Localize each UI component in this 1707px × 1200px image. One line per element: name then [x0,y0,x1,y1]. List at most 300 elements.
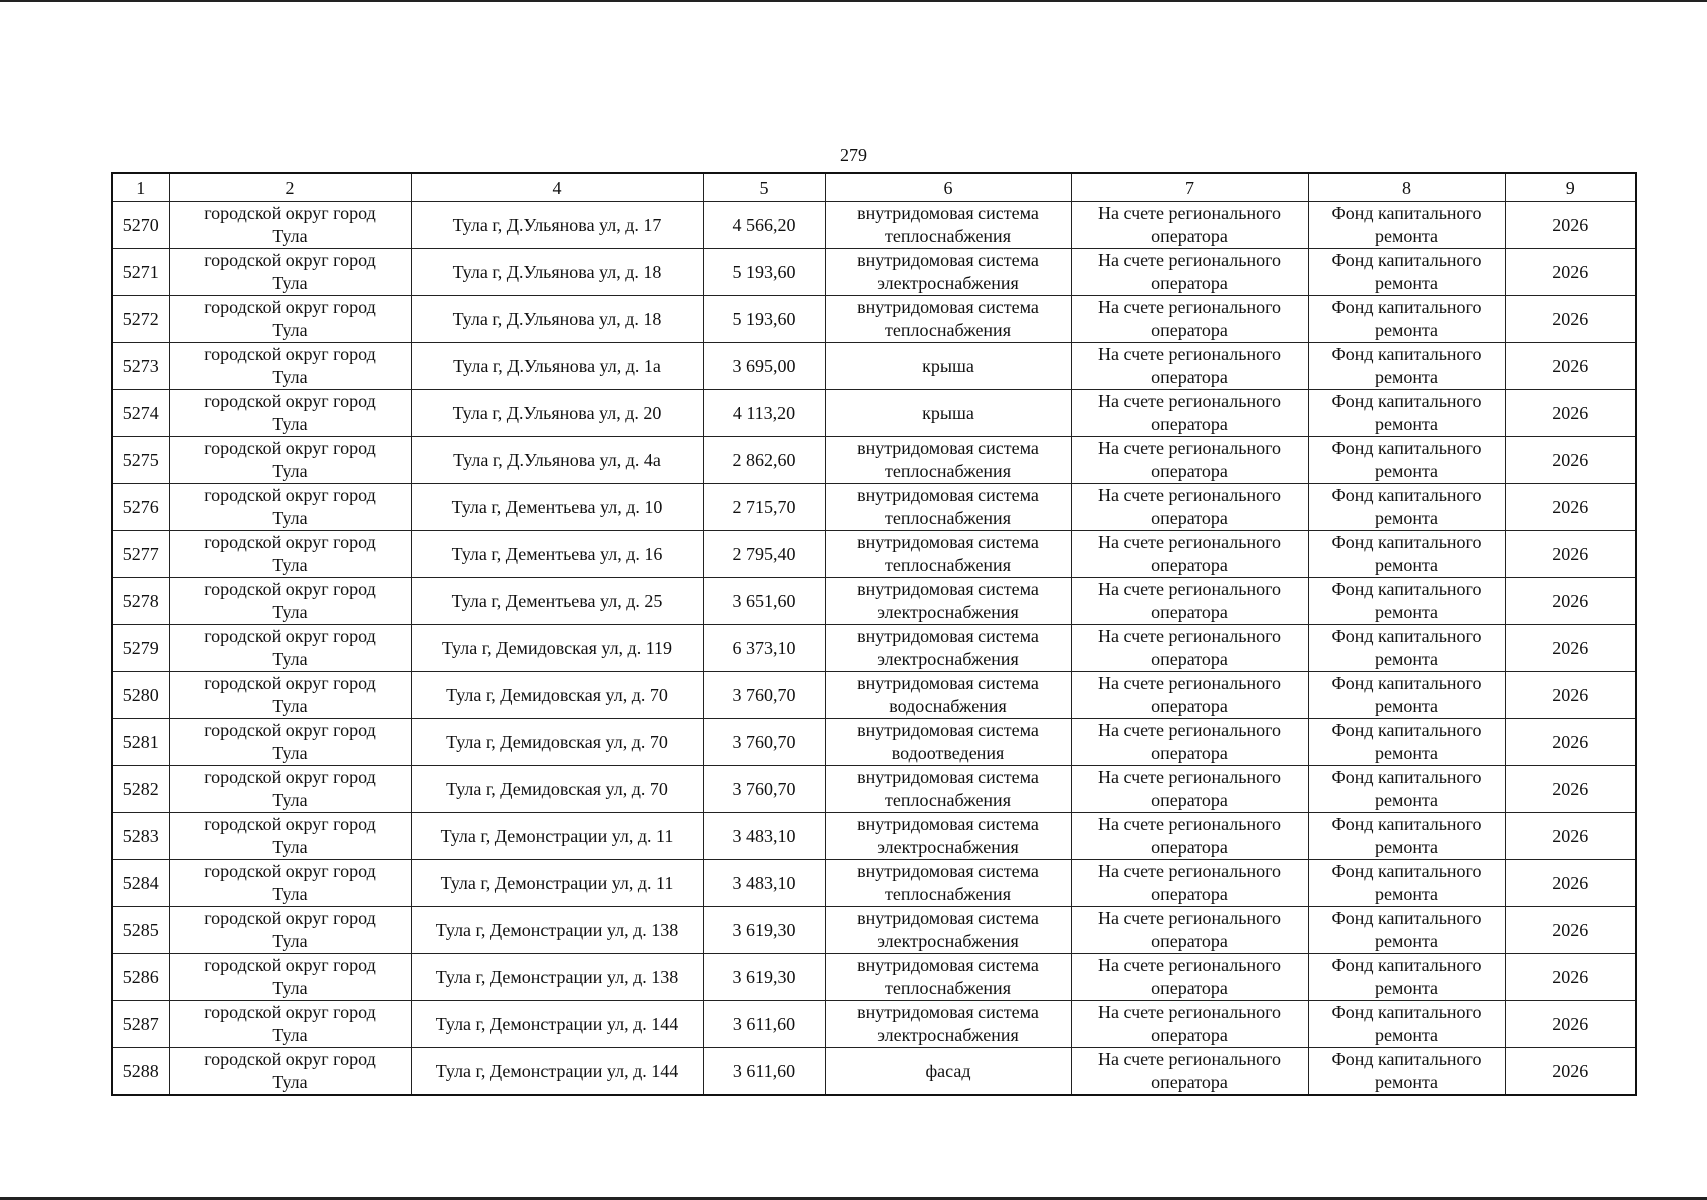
funding-source-cell-line: ремонта [1374,273,1439,293]
row-number-cell: 5285 [112,907,169,954]
district-cell [169,1001,411,1048]
funding-source-cell-line: Фонд капитального [1331,344,1482,364]
row-number-cell: 5270 [112,202,169,249]
work-type-cell [825,249,1071,296]
row-number-cell: 5273 [112,343,169,390]
area-cell: 5 193,60 [703,296,825,343]
district-cell [169,672,411,719]
address-cell: Тула г, Демонстрации ул, д. 144 [411,1001,703,1048]
account-cell [1071,813,1308,860]
account-cell-line: На счете регионального [1097,579,1282,599]
account-cell-line: оператора [1151,508,1228,528]
table-row [112,719,1636,766]
address-cell: Тула г, Демонстрации ул, д. 11 [411,813,703,860]
year-cell: 2026 [1505,437,1636,484]
district-cell [169,296,411,343]
account-cell [1071,907,1308,954]
account-cell-line: оператора [1151,837,1228,857]
work-type-cell [825,531,1071,578]
address-cell: Тула г, Д.Ульянова ул, д. 20 [411,390,703,437]
funding-source-cell-line: Фонд капитального [1331,532,1482,552]
table-row [112,860,1636,907]
work-type-cell-line: теплоснабжения [885,790,1011,810]
area-cell: 2 795,40 [703,531,825,578]
address-cell: Тула г, Дементьева ул, д. 25 [411,578,703,625]
year-cell: 2026 [1505,813,1636,860]
funding-source-cell [1308,531,1505,578]
work-type-cell-line: электроснабжения [877,931,1019,951]
work-type-cell-line: внутридомовая система [857,532,1039,552]
district-cell [169,1048,411,1096]
account-cell-line: На счете регионального [1097,1049,1282,1069]
district-cell-line: городской округ город [204,344,376,364]
district-cell-line: городской округ город [204,297,376,317]
account-cell-line: На счете регионального [1097,297,1282,317]
district-cell-line: городской округ город [204,532,376,552]
account-cell-line: оператора [1151,931,1228,951]
row-number-cell: 5279 [112,625,169,672]
funding-source-cell [1308,249,1505,296]
funding-source-cell-line: ремонта [1374,461,1439,481]
area-cell: 3 651,60 [703,578,825,625]
area-cell: 3 695,00 [703,343,825,390]
district-cell-line: Тула [272,978,308,998]
work-type-cell [825,343,1071,390]
address-cell: Тула г, Демонстрации ул, д. 138 [411,907,703,954]
header-col-8: 8 [1308,173,1505,202]
funding-source-cell-line: ремонта [1374,743,1439,763]
year-cell: 2026 [1505,484,1636,531]
account-cell [1071,343,1308,390]
account-cell-line: оператора [1151,1025,1228,1045]
header-col-1: 1 [112,173,169,202]
work-type-cell [825,1001,1071,1048]
funding-source-cell-line: Фонд капитального [1331,1049,1482,1069]
work-type-cell [825,719,1071,766]
account-cell-line: оператора [1151,226,1228,246]
district-cell-line: Тула [272,696,308,716]
work-type-cell-line: внутридомовая система [857,814,1039,834]
account-cell-line: На счете регионального [1097,438,1282,458]
address-cell: Тула г, Д.Ульянова ул, д. 1а [411,343,703,390]
row-number-cell: 5283 [112,813,169,860]
funding-source-cell-line: Фонд капитального [1331,861,1482,881]
table-row [112,578,1636,625]
funding-source-cell [1308,296,1505,343]
address-cell: Тула г, Дементьева ул, д. 16 [411,531,703,578]
work-type-cell [825,484,1071,531]
account-cell-line: оператора [1151,649,1228,669]
account-cell-line: оператора [1151,1072,1228,1092]
funding-source-cell-line: ремонта [1374,978,1439,998]
district-cell-line: городской округ город [204,720,376,740]
work-type-cell [825,672,1071,719]
account-cell [1071,484,1308,531]
district-cell-line: Тула [272,649,308,669]
account-cell [1071,766,1308,813]
table-row [112,437,1636,484]
work-type-cell [825,954,1071,1001]
area-cell: 4 566,20 [703,202,825,249]
account-cell [1071,625,1308,672]
account-cell-line: оператора [1151,555,1228,575]
account-cell-line: На счете регионального [1097,532,1282,552]
funding-source-cell-line: Фонд капитального [1331,908,1482,928]
funding-source-cell [1308,1001,1505,1048]
district-cell-line: городской округ город [204,1002,376,1022]
work-type-cell [825,625,1071,672]
account-cell [1071,296,1308,343]
area-cell: 2 715,70 [703,484,825,531]
year-cell: 2026 [1505,907,1636,954]
work-type-cell-line: внутридомовая система [857,861,1039,881]
funding-source-cell [1308,954,1505,1001]
account-cell-line: оператора [1151,461,1228,481]
work-type-cell [825,202,1071,249]
account-cell-line: оператора [1151,884,1228,904]
year-cell: 2026 [1505,249,1636,296]
funding-source-cell [1308,484,1505,531]
work-type-cell-line: электроснабжения [877,649,1019,669]
work-type-cell-line: внутридомовая система [857,673,1039,693]
district-cell [169,390,411,437]
district-cell-line: Тула [272,837,308,857]
funding-source-cell [1308,343,1505,390]
table-row [112,249,1636,296]
table-row [112,1001,1636,1048]
funding-source-cell-line: Фонд капитального [1331,579,1482,599]
work-type-cell [825,1048,1071,1096]
district-cell-line: Тула [272,461,308,481]
table-row [112,766,1636,813]
work-type-cell-line: теплоснабжения [885,508,1011,528]
area-cell: 3 611,60 [703,1001,825,1048]
account-cell [1071,249,1308,296]
district-cell-line: городской округ город [204,579,376,599]
district-cell-line: городской округ город [204,626,376,646]
work-type-cell-line: теплоснабжения [885,884,1011,904]
work-type-cell [825,766,1071,813]
address-cell: Тула г, Демидовская ул, д. 70 [411,719,703,766]
work-type-cell-line: фасад [925,1060,971,1081]
district-cell [169,531,411,578]
header-col-4: 4 [411,173,703,202]
address-cell: Тула г, Демонстрации ул, д. 11 [411,860,703,907]
district-cell-line: Тула [272,226,308,246]
funding-source-cell-line: ремонта [1374,226,1439,246]
district-cell-line: городской округ город [204,391,376,411]
table-row [112,625,1636,672]
account-cell-line: На счете регионального [1097,861,1282,881]
table-row [112,531,1636,578]
row-number-cell: 5274 [112,390,169,437]
funding-source-cell-line: ремонта [1374,555,1439,575]
district-cell [169,954,411,1001]
table-body [112,202,1636,1096]
work-type-cell-line: электроснабжения [877,273,1019,293]
funding-source-cell-line: ремонта [1374,790,1439,810]
district-cell-line: Тула [272,320,308,340]
area-cell: 3 483,10 [703,813,825,860]
header-col-9: 9 [1505,173,1636,202]
funding-source-cell [1308,860,1505,907]
address-cell: Тула г, Демонстрации ул, д. 138 [411,954,703,1001]
account-cell [1071,1048,1308,1096]
account-cell-line: На счете регионального [1097,626,1282,646]
account-cell-line: На счете регионального [1097,391,1282,411]
district-cell-line: городской округ город [204,1049,376,1069]
funding-source-cell-line: ремонта [1374,837,1439,857]
year-cell: 2026 [1505,954,1636,1001]
work-type-cell-line: водоотведения [891,743,1005,763]
district-cell-line: Тула [272,1072,308,1092]
account-cell [1071,719,1308,766]
work-type-cell-line: внутридомовая система [857,297,1039,317]
work-type-cell [825,296,1071,343]
area-cell: 2 862,60 [703,437,825,484]
funding-source-cell-line: ремонта [1374,884,1439,904]
year-cell: 2026 [1505,719,1636,766]
district-cell [169,813,411,860]
funding-source-cell-line: ремонта [1374,602,1439,622]
work-type-cell-line: внутридомовая система [857,767,1039,787]
funding-source-cell-line: Фонд капитального [1331,391,1482,411]
district-cell-line: городской округ город [204,814,376,834]
account-cell-line: На счете регионального [1097,344,1282,364]
work-type-cell-line: внутридомовая система [857,485,1039,505]
district-cell-line: Тула [272,602,308,622]
work-type-cell-line: внутридомовая система [857,720,1039,740]
row-number-cell: 5278 [112,578,169,625]
funding-source-cell [1308,813,1505,860]
funding-source-cell-line: ремонта [1374,1025,1439,1045]
top-scan-rule [0,0,1707,2]
district-cell-line: городской округ город [204,203,376,223]
funding-source-cell-line: Фонд капитального [1331,485,1482,505]
year-cell: 2026 [1505,390,1636,437]
account-cell-line: оператора [1151,696,1228,716]
district-cell-line: городской округ город [204,438,376,458]
district-cell-line: Тула [272,884,308,904]
district-cell-line: Тула [272,790,308,810]
table-row [112,813,1636,860]
table-row [112,907,1636,954]
district-cell-line: Тула [272,931,308,951]
work-type-cell [825,390,1071,437]
account-cell [1071,202,1308,249]
funding-source-cell-line: ремонта [1374,320,1439,340]
area-cell: 4 113,20 [703,390,825,437]
account-cell-line: На счете регионального [1097,814,1282,834]
row-number-cell: 5271 [112,249,169,296]
district-cell [169,437,411,484]
funding-source-cell [1308,766,1505,813]
funding-source-cell [1308,1048,1505,1096]
account-cell-line: На счете регионального [1097,908,1282,928]
row-number-cell: 5280 [112,672,169,719]
address-cell: Тула г, Демидовская ул, д. 119 [411,625,703,672]
table-row [112,954,1636,1001]
row-number-cell: 5288 [112,1048,169,1096]
account-cell-line: На счете регионального [1097,767,1282,787]
funding-source-cell-line: ремонта [1374,414,1439,434]
address-cell: Тула г, Демидовская ул, д. 70 [411,766,703,813]
area-cell: 3 760,70 [703,766,825,813]
row-number-cell: 5276 [112,484,169,531]
header-col-7: 7 [1071,173,1308,202]
area-cell: 6 373,10 [703,625,825,672]
address-cell: Тула г, Д.Ульянова ул, д. 17 [411,202,703,249]
row-number-cell: 5272 [112,296,169,343]
work-type-cell-line: внутридомовая система [857,203,1039,223]
work-type-cell [825,813,1071,860]
account-cell-line: На счете регионального [1097,720,1282,740]
table-row [112,390,1636,437]
district-cell [169,202,411,249]
district-cell-line: городской округ город [204,908,376,928]
page-number: 279 [840,145,867,165]
work-type-cell-line: внутридомовая система [857,1002,1039,1022]
district-cell [169,249,411,296]
header-col-2: 2 [169,173,411,202]
account-cell-line: На счете регионального [1097,250,1282,270]
account-cell-line: оператора [1151,414,1228,434]
funding-source-cell-line: ремонта [1374,367,1439,387]
district-cell [169,719,411,766]
district-cell [169,625,411,672]
address-cell: Тула г, Демидовская ул, д. 70 [411,672,703,719]
district-cell [169,343,411,390]
area-cell: 3 483,10 [703,860,825,907]
row-number-cell: 5287 [112,1001,169,1048]
account-cell [1071,860,1308,907]
district-cell [169,766,411,813]
district-cell-line: городской округ город [204,485,376,505]
work-type-cell-line: теплоснабжения [885,978,1011,998]
work-type-cell-line: внутридомовая система [857,250,1039,270]
row-number-cell: 5284 [112,860,169,907]
year-cell: 2026 [1505,531,1636,578]
funding-source-cell [1308,578,1505,625]
work-type-cell-line: крыша [922,402,974,423]
funding-source-cell-line: Фонд капитального [1331,203,1482,223]
account-cell [1071,954,1308,1001]
row-number-cell: 5281 [112,719,169,766]
header-col-5: 5 [703,173,825,202]
funding-source-cell-line: ремонта [1374,649,1439,669]
work-type-cell [825,907,1071,954]
funding-source-cell-line: Фонд капитального [1331,626,1482,646]
account-cell [1071,1001,1308,1048]
account-cell-line: На счете регионального [1097,485,1282,505]
year-cell: 2026 [1505,343,1636,390]
row-number-cell: 5286 [112,954,169,1001]
table-row [112,343,1636,390]
funding-source-cell-line: Фонд капитального [1331,955,1482,975]
work-type-cell-line: теплоснабжения [885,555,1011,575]
funding-source-cell-line: ремонта [1374,931,1439,951]
account-cell-line: На счете регионального [1097,673,1282,693]
table-row [112,1048,1636,1096]
year-cell: 2026 [1505,578,1636,625]
header-row [112,173,1636,202]
district-cell-line: городской округ город [204,673,376,693]
address-cell: Тула г, Демонстрации ул, д. 144 [411,1048,703,1096]
area-cell: 3 760,70 [703,672,825,719]
table-row [112,296,1636,343]
district-cell-line: городской округ город [204,767,376,787]
account-cell-line: На счете регионального [1097,1002,1282,1022]
row-number-cell: 5277 [112,531,169,578]
district-cell-line: Тула [272,743,308,763]
funding-source-cell [1308,719,1505,766]
district-cell-line: Тула [272,367,308,387]
area-cell: 3 611,60 [703,1048,825,1096]
address-cell: Тула г, Д.Ульянова ул, д. 4а [411,437,703,484]
work-type-cell-line: электроснабжения [877,837,1019,857]
year-cell: 2026 [1505,202,1636,249]
funding-source-cell-line: ремонта [1374,696,1439,716]
account-cell-line: оператора [1151,790,1228,810]
row-number-cell: 5275 [112,437,169,484]
table-row [112,672,1636,719]
work-type-cell-line: внутридомовая система [857,955,1039,975]
work-type-cell-line: водоснабжения [889,696,1007,716]
funding-source-cell-line: Фонд капитального [1331,814,1482,834]
district-cell-line: городской округ город [204,861,376,881]
district-cell-line: городской округ город [204,250,376,270]
funding-source-cell-line: Фонд капитального [1331,250,1482,270]
funding-source-cell [1308,625,1505,672]
table-row [112,484,1636,531]
year-cell: 2026 [1505,860,1636,907]
funding-source-cell [1308,437,1505,484]
funding-source-cell-line: Фонд капитального [1331,673,1482,693]
funding-source-cell-line: Фонд капитального [1331,297,1482,317]
funding-source-cell [1308,202,1505,249]
address-cell: Тула г, Д.Ульянова ул, д. 18 [411,296,703,343]
account-cell-line: оператора [1151,743,1228,763]
account-cell-line: На счете регионального [1097,203,1282,223]
account-cell-line: оператора [1151,320,1228,340]
header-col-6: 6 [825,173,1071,202]
funding-source-cell-line: Фонд капитального [1331,767,1482,787]
work-type-cell-line: теплоснабжения [885,320,1011,340]
year-cell: 2026 [1505,766,1636,813]
account-cell [1071,578,1308,625]
year-cell: 2026 [1505,672,1636,719]
district-cell-line: Тула [272,555,308,575]
table-row [112,202,1636,249]
work-type-cell-line: внутридомовая система [857,908,1039,928]
funding-source-cell-line: ремонта [1374,1072,1439,1092]
district-cell [169,484,411,531]
district-cell-line: Тула [272,414,308,434]
account-cell-line: оператора [1151,367,1228,387]
funding-source-cell-line: Фонд капитального [1331,1002,1482,1022]
account-cell [1071,437,1308,484]
work-type-cell-line: теплоснабжения [885,226,1011,246]
year-cell: 2026 [1505,1001,1636,1048]
row-number-cell: 5282 [112,766,169,813]
district-cell-line: Тула [272,1025,308,1045]
work-type-cell-line: внутридомовая система [857,438,1039,458]
work-type-cell-line: крыша [922,355,974,376]
work-type-cell [825,860,1071,907]
work-type-cell [825,578,1071,625]
district-cell [169,860,411,907]
funding-source-cell [1308,390,1505,437]
